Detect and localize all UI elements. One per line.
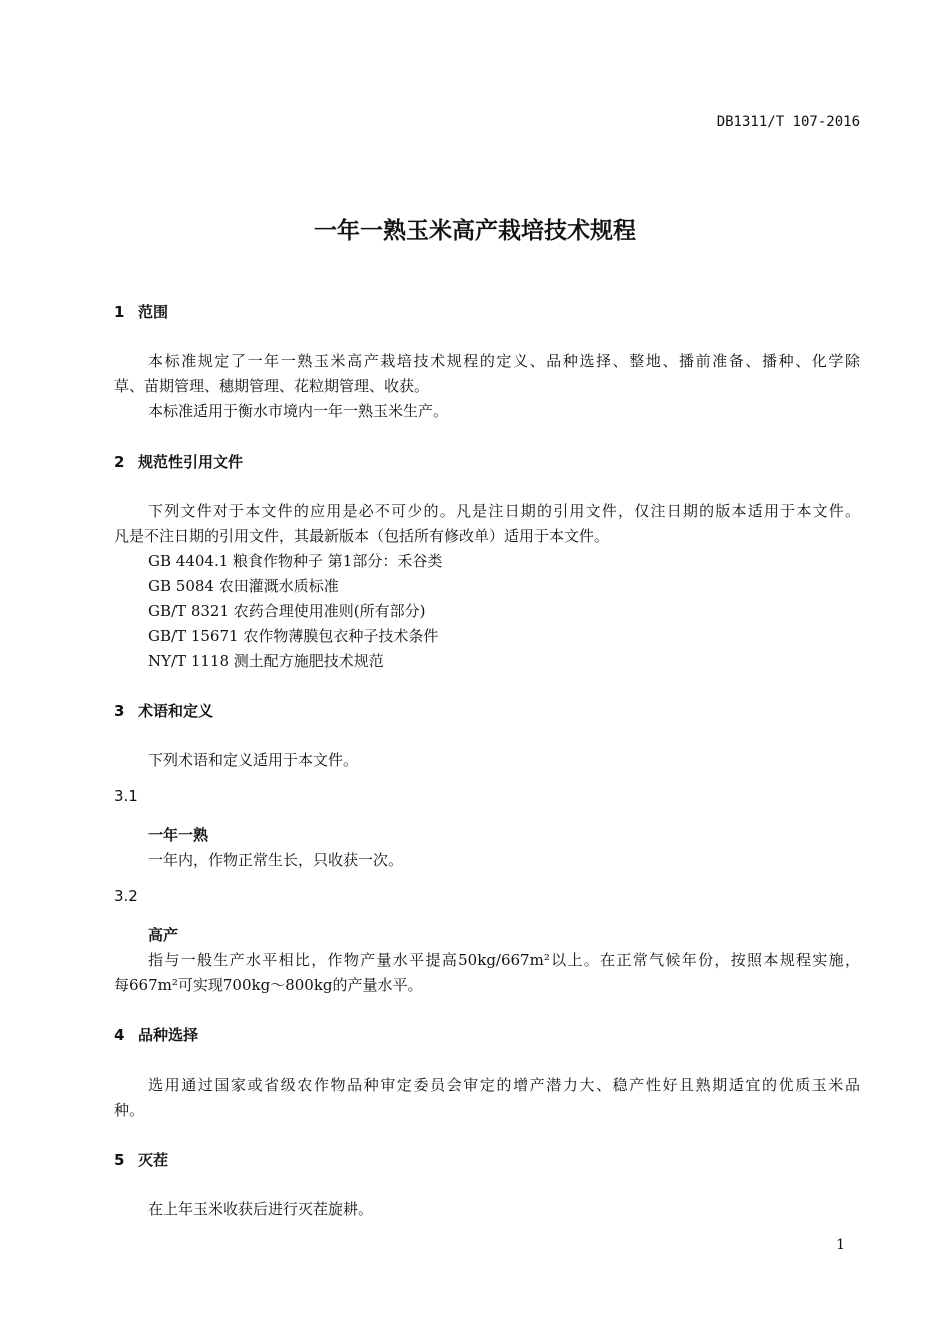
- reference-item: GB/T 8321 农药合理使用准则(所有部分): [148, 602, 426, 620]
- term-3-1: 一年一熟: [148, 826, 209, 844]
- reference-item: GB 4404.1 粮食作物种子 第1部分：禾谷类: [148, 552, 443, 570]
- standard-code: DB1311/T 107-2016: [716, 114, 860, 130]
- section-2-paragraph-line-1: 下列文件对于本文件的应用是必不可少的。凡是注日期的引用文件，仅注日期的版本适用于本文件。: [148, 502, 860, 520]
- section-2-heading: [114, 451, 243, 472]
- section-5-title: 灭茬: [138, 1151, 169, 1169]
- section-3-heading: [114, 700, 213, 721]
- reference-item: NY/T 1118 测土配方施肥技术规范: [148, 652, 384, 670]
- section-3-title: 术语和定义: [138, 702, 214, 720]
- section-1-paragraph-2: 本标准适用于衡水市境内一年一熟玉米生产。: [148, 402, 449, 420]
- definition-3-1: 一年内，作物正常生长，只收获一次。: [148, 851, 404, 869]
- section-1-heading: [114, 301, 168, 322]
- definition-3-2-line-1: 指与一般生产水平相比，作物产量水平提高50kg/667m²以上。在正常气候年份，按照本规程实施，: [148, 951, 860, 969]
- section-5-number: 5: [114, 1151, 125, 1169]
- section-4-paragraph-line-1: 选用通过国家或省级农作物品种审定委员会审定的增产潜力大、稳产性好且熟期适宜的优质玉米品: [148, 1076, 860, 1094]
- clause-3-1-number: 3.1: [114, 787, 138, 805]
- clause-3-2-number: 3.2: [114, 887, 138, 905]
- reference-item: GB 5084 农田灌溉水质标准: [148, 577, 339, 595]
- section-3-paragraph: 下列术语和定义适用于本文件。: [148, 751, 359, 769]
- section-4-title: 品种选择: [138, 1026, 199, 1044]
- page-number: 1: [836, 1237, 845, 1253]
- document-title: 一年一熟玉米高产栽培技术规程: [314, 218, 636, 244]
- section-2-number: 2: [114, 453, 125, 471]
- reference-item: GB/T 15671 农作物薄膜包衣种子技术条件: [148, 627, 439, 645]
- section-5-heading: [114, 1149, 168, 1170]
- section-2-title: 规范性引用文件: [138, 453, 244, 471]
- section-5-paragraph: 在上年玉米收获后进行灭茬旋耕。: [148, 1200, 374, 1218]
- section-1-paragraph-1-line-2: 草、苗期管理、穗期管理、花粒期管理、收获。: [114, 377, 430, 395]
- section-1-number: 1: [114, 303, 125, 321]
- section-4-number: 4: [114, 1026, 125, 1044]
- term-3-2: 高产: [148, 926, 179, 944]
- definition-3-2-line-2: 每667m²可实现700kg～800kg的产量水平。: [114, 976, 423, 994]
- section-1-paragraph-1-line-1: 本标准规定了一年一熟玉米高产栽培技术规程的定义、品种选择、整地、播前准备、播种、化学除: [148, 352, 860, 370]
- section-3-number: 3: [114, 702, 125, 720]
- section-4-paragraph-line-2: 种。: [114, 1101, 145, 1119]
- section-1-title: 范围: [138, 303, 169, 321]
- section-4-heading: [114, 1024, 198, 1045]
- section-2-paragraph-line-2: 凡是不注日期的引用文件，其最新版本（包括所有修改单）适用于本文件。: [114, 527, 610, 545]
